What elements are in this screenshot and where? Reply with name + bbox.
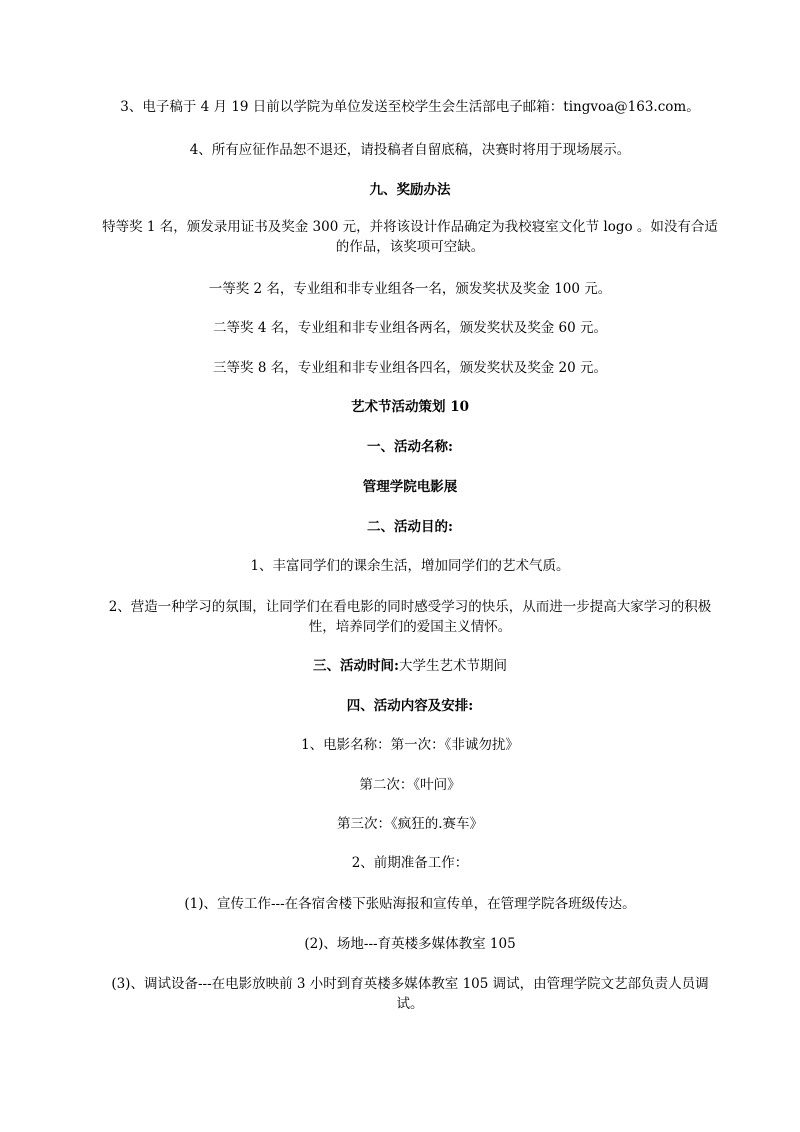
paragraph-movie-2: 第二次：《叶问》 [359,777,461,793]
paragraph-third-prize: 三等奖 8 名，专业组和非专业组各四名，颁发奖状及奖金 20 元。 [213,360,607,376]
paragraph-first-prize: 一等奖 2 名，专业组和非专业组各一名，颁发奖状及奖金 100 元。 [208,281,612,297]
activity-name-value: 管理学院电影展 [362,479,458,495]
paragraph-email-deadline: 3、电子稿于 4 月 19 日前以学院为单位发送至校学生会生活部电子邮箱：tingvoa@163.com。 [120,99,700,115]
paragraph-publicity: (1)、宣传工作---在各宿舍楼下张贴海报和宣传单，在管理学院各班级传达。 [184,896,636,912]
paragraph-movie-1: 1、电影名称：第一次：《非诚勿扰》 [301,737,519,753]
heading-activity-name: 一、活动名称: [367,439,453,455]
paragraph-purpose-2: 2、营造一种学习的氛围，让同学们在看电影的同时感受学习的快乐，从而进一步提高大家学习的积极性，培养同学们的爱国主义情怀。 [108,599,712,635]
activity-time-value: 大学生艺术节期间 [398,658,507,674]
activity-time-label: 三、活动时间: [313,658,399,674]
heading-activity-content: 四、活动内容及安排: [346,698,474,714]
paragraph-venue: (2)、场地---育英楼多媒体教室 105 [304,936,516,952]
paragraph-purpose-1: 1、丰富同学们的课余生活，增加同学们的艺术气质。 [250,558,570,574]
paragraph-preparation: 2、前期准备工作： [351,855,469,871]
paragraph-special-prize: 特等奖 1 名，颁发录用证书及奖金 300 元，并将该设计作品确定为我校寝室文化节 logo 。如没有合适的作品，该奖项可空缺。 [102,219,718,255]
paragraph-second-prize: 二等奖 4 名，专业组和非专业组各两名，颁发奖状及奖金 60 元。 [213,320,607,336]
paragraph-movie-3: 第三次：《疯狂的.赛车》 [336,816,484,832]
paragraph-equipment: (3)、调试设备---在电影放映前 3 小时到育英楼多媒体教室 105 调试，由管理学院文艺部负责人员调试。 [111,976,709,1012]
section-title-art-festival-10: 艺术节活动策划 10 [351,399,469,415]
paragraph-no-return: 4、所有应征作品恕不退还，请投稿者自留底稿，决赛时将用于现场展示。 [189,142,631,158]
heading-awards: 九、奖励办法 [369,182,451,198]
heading-activity-purpose: 二、活动目的: [367,519,453,535]
heading-activity-time [90,656,730,676]
